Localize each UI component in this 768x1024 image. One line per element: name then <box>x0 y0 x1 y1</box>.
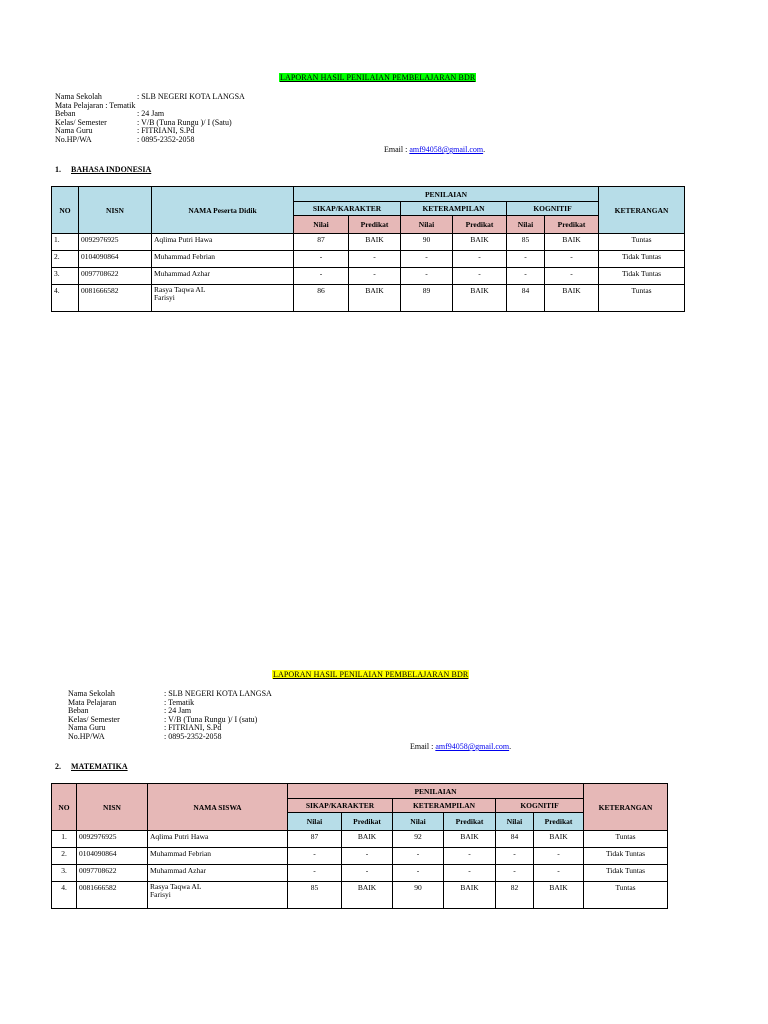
grades-table <box>51 783 668 909</box>
cell-keterampilan-predikat: - <box>453 268 507 285</box>
info-value: : FITRIANI, S.Pd <box>164 723 222 733</box>
header-predikat: Predikat <box>545 216 599 234</box>
cell-nisn: 0097708622 <box>77 865 148 882</box>
cell-sikap-predikat: - <box>349 268 401 285</box>
name-line: Farisyi <box>154 293 175 302</box>
header-penilaian: PENILAIAN <box>288 784 584 799</box>
header-kognitif: KOGNITIF <box>507 202 599 216</box>
cell-sikap-predikat: - <box>342 848 393 865</box>
cell-keterampilan-nilai: - <box>401 251 453 268</box>
cell-keterangan: Tidak Tuntas <box>584 865 668 882</box>
section-name: BAHASA INDONESIA <box>71 165 152 174</box>
info-label: Kelas/ Semester <box>55 117 107 127</box>
cell-keterangan: Tuntas <box>584 831 668 848</box>
section-number: 2. <box>55 762 61 771</box>
cell-kognitif-predikat: BAIK <box>534 831 584 848</box>
cell-kognitif-predikat: - <box>534 848 584 865</box>
cell-keterampilan-predikat: BAIK <box>453 234 507 251</box>
cell-nisn: 0092976925 <box>79 234 152 251</box>
header-nilai: Nilai <box>294 216 349 234</box>
cell-no: 3. <box>52 865 77 882</box>
cell-kognitif-nilai: - <box>507 251 545 268</box>
header-sikap: SIKAP/KARAKTER <box>288 799 393 813</box>
info-value: : V/B (Tuna Rungu )/ I (Satu) <box>137 117 232 127</box>
cell-nisn: 0081666582 <box>79 285 152 312</box>
cell-keterampilan-predikat: - <box>444 848 496 865</box>
cell-no: 2. <box>52 848 77 865</box>
cell-kognitif-nilai: - <box>496 865 534 882</box>
cell-kognitif-predikat: BAIK <box>545 234 599 251</box>
cell-keterampilan-nilai: - <box>401 268 453 285</box>
header-nilai: Nilai <box>401 216 453 234</box>
section-number: 1. <box>55 165 61 174</box>
header-sikap: SIKAP/KARAKTER <box>294 202 401 216</box>
email-suffix: . <box>483 145 486 154</box>
table-row <box>52 865 668 882</box>
cell-name: Muhammad Azhar <box>152 268 294 285</box>
email-line <box>384 145 485 154</box>
email-line <box>410 742 511 751</box>
header-predikat: Predikat <box>534 813 584 831</box>
header-keterampilan: KETERAMPILAN <box>393 799 496 813</box>
cell-name: Muhammad Febrian <box>148 848 288 865</box>
cell-keterampilan-nilai: - <box>393 865 444 882</box>
cell-keterampilan-predikat: BAIK <box>444 882 496 909</box>
header-predikat: Predikat <box>349 216 401 234</box>
info-value: : 0895-2352-2058 <box>164 731 222 741</box>
cell-kognitif-nilai: 82 <box>496 882 534 909</box>
name-line: Farisyi <box>150 890 171 899</box>
section-heading <box>55 165 151 174</box>
cell-nisn: 0097708622 <box>79 268 152 285</box>
header-nilai: Nilai <box>496 813 534 831</box>
cell-sikap-nilai: - <box>288 865 342 882</box>
info-value: : 24 Jam <box>164 706 192 716</box>
cell-keterampilan-predikat: BAIK <box>453 285 507 312</box>
table-row <box>52 251 685 268</box>
school-info <box>68 690 272 742</box>
info-row-phone <box>68 733 272 742</box>
cell-kognitif-predikat: BAIK <box>545 285 599 312</box>
table-row <box>52 848 668 865</box>
header-predikat: Predikat <box>444 813 496 831</box>
header-keterampilan: KETERAMPILAN <box>401 202 507 216</box>
info-value: : Tematik <box>164 697 195 707</box>
header-predikat: Predikat <box>342 813 393 831</box>
cell-sikap-predikat: - <box>342 865 393 882</box>
cell-nisn: 0104090864 <box>77 848 148 865</box>
report-title: LAPORAN HASIL PENILAIAN PEMBELAJARAN BDR <box>273 670 469 679</box>
cell-keterangan: Tidak Tuntas <box>599 268 685 285</box>
cell-keterangan: Tuntas <box>599 234 685 251</box>
email-link[interactable]: amf94058@gmail.com <box>409 145 484 154</box>
cell-kognitif-predikat: - <box>545 268 599 285</box>
header-keterangan: KETERANGAN <box>584 784 668 831</box>
header-predikat: Predikat <box>453 216 507 234</box>
info-label: Beban <box>55 109 76 119</box>
header-nilai: Nilai <box>288 813 342 831</box>
cell-sikap-nilai: - <box>294 251 349 268</box>
header-penilaian: PENILAIAN <box>294 187 599 202</box>
email-suffix: . <box>509 742 512 751</box>
table-row <box>52 285 685 312</box>
info-label: Beban <box>68 706 89 716</box>
grades-table <box>51 186 685 312</box>
cell-no: 4. <box>52 882 77 909</box>
cell-sikap-predikat: BAIK <box>349 234 401 251</box>
cell-sikap-predikat: BAIK <box>342 831 393 848</box>
cell-nisn: 0104090864 <box>79 251 152 268</box>
header-kognitif: KOGNITIF <box>496 799 584 813</box>
table-row <box>52 831 668 848</box>
table-row <box>52 234 685 251</box>
cell-sikap-predikat: BAIK <box>349 285 401 312</box>
info-label: Nama Guru <box>68 723 106 733</box>
info-label: Nama Sekolah <box>68 689 115 698</box>
section-heading <box>55 762 128 771</box>
info-value: : 24 Jam <box>137 109 165 119</box>
section-name: MATEMATIKA <box>71 762 128 771</box>
cell-keterampilan-nilai: 90 <box>401 234 453 251</box>
email-label: Email : <box>410 742 436 751</box>
cell-keterampilan-nilai: - <box>393 848 444 865</box>
cell-no: 2. <box>52 251 79 268</box>
cell-name: Aqlima Putri Hawa <box>148 831 288 848</box>
cell-sikap-predikat: - <box>349 251 401 268</box>
info-value: : V/B (Tuna Rungu )/ I (satu) <box>164 714 258 724</box>
cell-nisn: 0081666582 <box>77 882 148 909</box>
cell-name: Muhammad Azhar <box>148 865 288 882</box>
cell-name <box>148 882 288 909</box>
info-label: Mata Pelajaran : Tematik <box>55 100 136 110</box>
cell-keterampilan-predikat: - <box>453 251 507 268</box>
cell-sikap-nilai: - <box>294 268 349 285</box>
cell-nisn: 0092976925 <box>77 831 148 848</box>
cell-keterangan: Tidak Tuntas <box>584 848 668 865</box>
cell-keterampilan-nilai: 90 <box>393 882 444 909</box>
cell-keterangan: Tuntas <box>599 285 685 312</box>
cell-sikap-nilai: - <box>288 848 342 865</box>
info-label: Kelas/ Semester <box>68 714 120 724</box>
name-line: Rasya Taqwa AL <box>154 285 206 294</box>
header-nisn: NISN <box>77 784 148 831</box>
info-label: No.HP/WA <box>68 731 105 741</box>
info-label: Nama Guru <box>55 126 93 136</box>
cell-no: 4. <box>52 285 79 312</box>
header-no: NO <box>52 784 77 831</box>
cell-kognitif-nilai: - <box>496 848 534 865</box>
cell-kognitif-nilai: - <box>507 268 545 285</box>
header-nilai: Nilai <box>507 216 545 234</box>
info-label: No.HP/WA <box>55 134 92 144</box>
cell-no: 1. <box>52 234 79 251</box>
cell-no: 1. <box>52 831 77 848</box>
info-value: : SLB NEGERI KOTA LANGSA <box>164 689 272 698</box>
info-label: Mata Pelajaran <box>68 697 117 707</box>
table-row <box>52 882 668 909</box>
cell-sikap-nilai: 85 <box>288 882 342 909</box>
email-label: Email : <box>384 145 410 154</box>
cell-keterangan: Tuntas <box>584 882 668 909</box>
header-nilai: Nilai <box>393 813 444 831</box>
cell-no: 3. <box>52 268 79 285</box>
cell-keterampilan-predikat: - <box>444 865 496 882</box>
info-value: : SLB NEGERI KOTA LANGSA <box>137 92 245 101</box>
cell-name: Muhammad Febrian <box>152 251 294 268</box>
school-info <box>55 93 245 145</box>
report-title: LAPORAN HASIL PENILAIAN PEMBELAJARAN BDR <box>280 73 476 82</box>
info-label: Nama Sekolah <box>55 92 102 101</box>
cell-kognitif-predikat: - <box>534 865 584 882</box>
header-keterangan: KETERANGAN <box>599 187 685 234</box>
cell-sikap-predikat: BAIK <box>342 882 393 909</box>
email-link[interactable]: amf94058@gmail.com <box>435 742 510 751</box>
cell-name: Aqlima Putri Hawa <box>152 234 294 251</box>
header-name: NAMA SISWA <box>148 784 288 831</box>
cell-keterangan: Tidak Tuntas <box>599 251 685 268</box>
header-name: NAMA Peserta Didik <box>152 187 294 234</box>
cell-sikap-nilai: 87 <box>294 234 349 251</box>
header-no: NO <box>52 187 79 234</box>
info-value: : FITRIANI, S.Pd <box>137 126 195 136</box>
header-nisn: NISN <box>79 187 152 234</box>
cell-kognitif-nilai: 84 <box>496 831 534 848</box>
cell-sikap-nilai: 86 <box>294 285 349 312</box>
cell-kognitif-nilai: 85 <box>507 234 545 251</box>
cell-sikap-nilai: 87 <box>288 831 342 848</box>
cell-kognitif-predikat: BAIK <box>534 882 584 909</box>
cell-kognitif-nilai: 84 <box>507 285 545 312</box>
info-row-phone <box>55 136 245 145</box>
cell-keterampilan-nilai: 89 <box>401 285 453 312</box>
info-value: : 0895-2352-2058 <box>137 134 195 144</box>
name-line: Rasya Taqwa AL <box>150 882 202 891</box>
cell-keterampilan-nilai: 92 <box>393 831 444 848</box>
cell-kognitif-predikat: - <box>545 251 599 268</box>
cell-name <box>152 285 294 312</box>
cell-keterampilan-predikat: BAIK <box>444 831 496 848</box>
table-row <box>52 268 685 285</box>
